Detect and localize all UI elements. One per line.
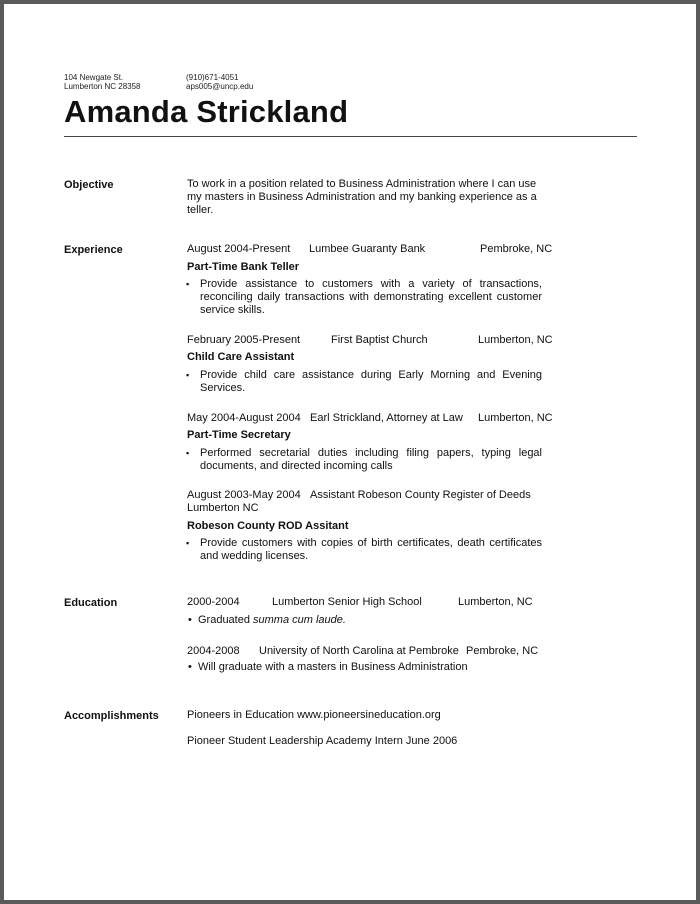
job-employer: Assistant Robeson County Register of Deeds [310, 489, 531, 501]
job-title: Robeson County ROD Assitant [187, 520, 349, 532]
job-dates: May 2004-August 2004 [187, 412, 301, 424]
candidate-name: Amanda Strickland [64, 94, 349, 129]
job-employer: Lumbee Guaranty Bank [309, 243, 426, 255]
address-line-1: 104 Newgate St. [64, 73, 124, 82]
education-heading: Education [64, 597, 118, 609]
education-school: Lumberton Senior High School [272, 596, 422, 608]
job-bullet [186, 369, 542, 395]
job-employer: Earl Strickland, Attorney at Law [310, 412, 463, 424]
header-rule [64, 136, 637, 137]
education-bullet-text: Graduated [197, 614, 254, 626]
job-bullet-text: Provide child care assistance during Early Morning and Evening Services. [200, 369, 542, 394]
address-line-2: Lumberton NC 28358 [64, 82, 141, 91]
bullet-icon: ▪ [186, 448, 190, 458]
job-location: Lumberton, NC [478, 334, 553, 346]
job-location: Lumberton, NC [478, 412, 553, 424]
accomplishment-item: Pioneer Student Leadership Academy Intern June 2006 [187, 735, 458, 747]
job-title: Part-Time Secretary [187, 429, 291, 441]
education-bullet [188, 661, 468, 674]
accomplishment-item: Pioneers in Education www.pioneersineducation.org [187, 709, 441, 721]
job-dates: February 2005-Present [187, 334, 301, 346]
job-bullet-text: Provide customers with copies of birth certificates, death certificates and wedding licenses. [200, 537, 542, 562]
education-location: Pembroke, NC [466, 645, 539, 657]
job-bullet [186, 537, 542, 563]
experience-heading: Experience [64, 244, 123, 256]
phone: (910)671-4051 [186, 73, 239, 82]
education-dates: 2000-2004 [187, 596, 240, 608]
job-bullet-text: Provide assistance to customers with a variety of transactions, reconciling daily transactions with demonstrating excellent customer service skills. [200, 278, 542, 316]
accomplishments-heading: Accomplishments [64, 710, 159, 722]
education-bullet [188, 614, 346, 627]
job-bullet-text: Performed secretarial duties including filing papers, typing legal documents, and directed incoming calls [200, 447, 542, 472]
job-dates: August 2003-May 2004 [187, 489, 301, 501]
objective-text: To work in a position related to Business Administration where I can use my masters in Business Administration and my banking experience as a teller. [187, 178, 537, 216]
job-bullet [186, 278, 542, 317]
job-dates: August 2004-Present [187, 243, 291, 255]
job-location: Pembroke, NC [480, 243, 553, 255]
job-location: Lumberton NC [187, 502, 259, 514]
job-employer: First Baptist Church [331, 334, 428, 346]
education-location: Lumberton, NC [458, 596, 533, 608]
objective-heading: Objective [64, 179, 114, 191]
bullet-icon: • [188, 661, 192, 673]
bullet-icon: ▪ [186, 370, 190, 380]
email: aps005@uncp.edu [186, 82, 254, 91]
job-title: Child Care Assistant [187, 351, 295, 363]
education-dates: 2004-2008 [187, 645, 240, 657]
education-school: University of North Carolina at Pembroke [259, 645, 459, 657]
bullet-icon: ▪ [186, 279, 190, 289]
bullet-icon: • [188, 614, 192, 626]
job-title: Part-Time Bank Teller [187, 261, 300, 273]
resume-page [4, 4, 696, 900]
education-bullet-emphasis: summa cum laude. [253, 614, 346, 626]
bullet-icon: ▪ [186, 538, 190, 548]
job-bullet [186, 447, 542, 473]
education-bullet-text: Will graduate with a masters in Business Administration [197, 661, 468, 673]
